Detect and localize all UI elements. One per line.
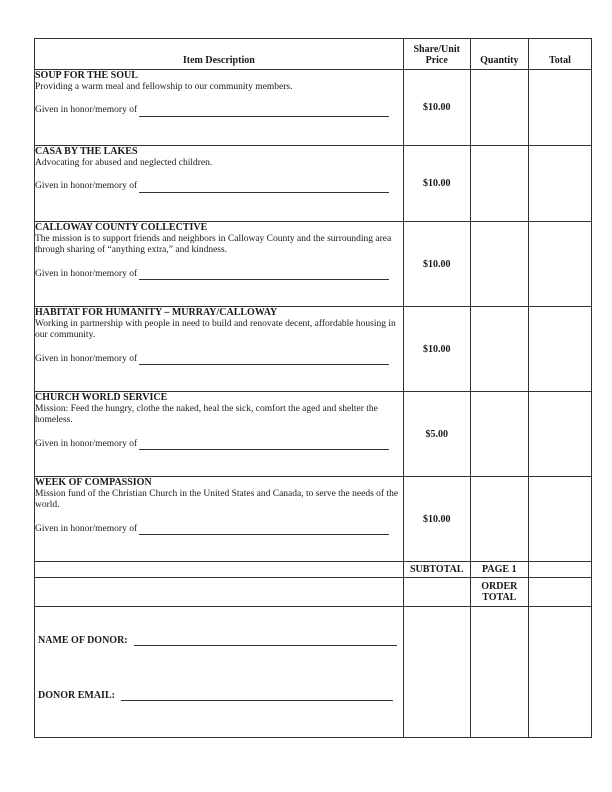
- item-name: HABITAT FOR HUMANITY – MURRAY/CALLOWAY: [35, 307, 278, 318]
- item-price: $10.00: [403, 307, 470, 392]
- donor-email-field[interactable]: [35, 690, 403, 701]
- honor-memory-field[interactable]: [35, 524, 403, 536]
- item-row-soup-for-the-soul: [35, 70, 592, 146]
- item-total-cell[interactable]: [528, 222, 591, 307]
- donor-empty-cell: [470, 607, 528, 738]
- item-row-week-of-compassion: [35, 477, 592, 562]
- order-total-empty-cell: [35, 578, 404, 607]
- header-item-description: Item Description: [35, 39, 404, 70]
- page-label: PAGE 1: [470, 562, 528, 578]
- honor-memory-label: Given in honor/memory of: [35, 523, 138, 534]
- item-text: Advocating for abused and neglected children.: [35, 157, 213, 168]
- honor-memory-label: Given in honor/memory of: [35, 438, 138, 449]
- item-total-cell[interactable]: [528, 307, 591, 392]
- subtotal-empty-cell: [35, 562, 404, 578]
- item-text: Mission fund of the Christian Church in the United States and Canada, to serve the needs of the world.: [35, 488, 399, 510]
- item-price: $10.00: [403, 477, 470, 562]
- header-share-unit-price: Share/Unit Price: [403, 39, 470, 70]
- item-total-cell[interactable]: [528, 392, 591, 477]
- item-description-cell: [35, 477, 404, 562]
- order-total-row: [35, 578, 592, 607]
- item-row-habitat-for-humanity: [35, 307, 592, 392]
- donor-email-line[interactable]: [121, 690, 393, 701]
- donor-name-field[interactable]: [35, 635, 403, 646]
- subtotal-row: [35, 562, 592, 578]
- item-row-calloway-county-collective: [35, 222, 592, 307]
- order-total-price-cell: [403, 578, 470, 607]
- order-total-label: ORDER TOTAL: [470, 578, 528, 607]
- subtotal-total-cell[interactable]: [528, 562, 591, 578]
- item-description-cell: [35, 392, 404, 477]
- honor-memory-field[interactable]: [35, 105, 403, 117]
- header-quantity: Quantity: [470, 39, 528, 70]
- item-quantity-cell[interactable]: [470, 146, 528, 222]
- honor-memory-label: Given in honor/memory of: [35, 353, 138, 364]
- honor-memory-line[interactable]: [139, 524, 389, 535]
- donor-info-cell: [35, 607, 404, 738]
- item-total-cell[interactable]: [528, 146, 591, 222]
- honor-memory-label: Given in honor/memory of: [35, 268, 138, 279]
- item-description-cell: [35, 307, 404, 392]
- honor-memory-line[interactable]: [139, 354, 389, 365]
- item-text: Mission: Feed the hungry, clothe the naked, heal the sick, comfort the aged and shelter the homeless.: [35, 403, 378, 425]
- donor-empty-cell: [403, 607, 470, 738]
- item-price: $10.00: [403, 222, 470, 307]
- donor-info-row: [35, 607, 592, 738]
- honor-memory-line[interactable]: [139, 269, 389, 280]
- item-row-casa-by-the-lakes: [35, 146, 592, 222]
- donor-name-label: NAME OF DONOR:: [38, 635, 128, 646]
- header-total: Total: [528, 39, 591, 70]
- subtotal-label: SUBTOTAL: [403, 562, 470, 578]
- honor-memory-line[interactable]: [139, 439, 389, 450]
- item-quantity-cell[interactable]: [470, 392, 528, 477]
- item-quantity-cell[interactable]: [470, 307, 528, 392]
- item-price: $10.00: [403, 70, 470, 146]
- donor-email-label: DONOR EMAIL:: [38, 690, 115, 701]
- item-description-cell: [35, 70, 404, 146]
- item-name: SOUP FOR THE SOUL: [35, 70, 138, 81]
- item-name: CHURCH WORLD SERVICE: [35, 392, 168, 403]
- honor-memory-field[interactable]: [35, 439, 403, 451]
- item-name: CALLOWAY COUNTY COLLECTIVE: [35, 222, 208, 233]
- honor-memory-line[interactable]: [139, 106, 389, 117]
- item-description-cell: [35, 222, 404, 307]
- item-text: The mission is to support friends and neighbors in Calloway County and the surrounding area through sharing of “anything extra,” and kindness.: [35, 233, 392, 255]
- item-text: Providing a warm meal and fellowship to our community members.: [35, 81, 293, 92]
- item-quantity-cell[interactable]: [470, 477, 528, 562]
- order-total-cell[interactable]: [528, 578, 591, 607]
- donor-name-line[interactable]: [134, 635, 397, 646]
- item-price: $5.00: [403, 392, 470, 477]
- item-total-cell[interactable]: [528, 70, 591, 146]
- item-text: Working in partnership with people in need to build and renovate decent, affordable housing in our community.: [35, 318, 396, 340]
- item-price: $10.00: [403, 146, 470, 222]
- honor-memory-field[interactable]: [35, 269, 403, 281]
- donor-empty-cell: [528, 607, 591, 738]
- honor-memory-line[interactable]: [139, 182, 389, 193]
- item-description-cell: [35, 146, 404, 222]
- header-row: [35, 39, 592, 70]
- honor-memory-field[interactable]: [35, 181, 403, 193]
- item-total-cell[interactable]: [528, 477, 591, 562]
- honor-memory-field[interactable]: [35, 354, 403, 366]
- item-quantity-cell[interactable]: [470, 222, 528, 307]
- honor-memory-label: Given in honor/memory of: [35, 105, 138, 115]
- item-name: CASA BY THE LAKES: [35, 146, 138, 157]
- item-name: WEEK OF COMPASSION: [35, 477, 152, 488]
- item-quantity-cell[interactable]: [470, 70, 528, 146]
- donation-form-table: [34, 38, 592, 738]
- honor-memory-label: Given in honor/memory of: [35, 181, 138, 191]
- item-row-church-world-service: [35, 392, 592, 477]
